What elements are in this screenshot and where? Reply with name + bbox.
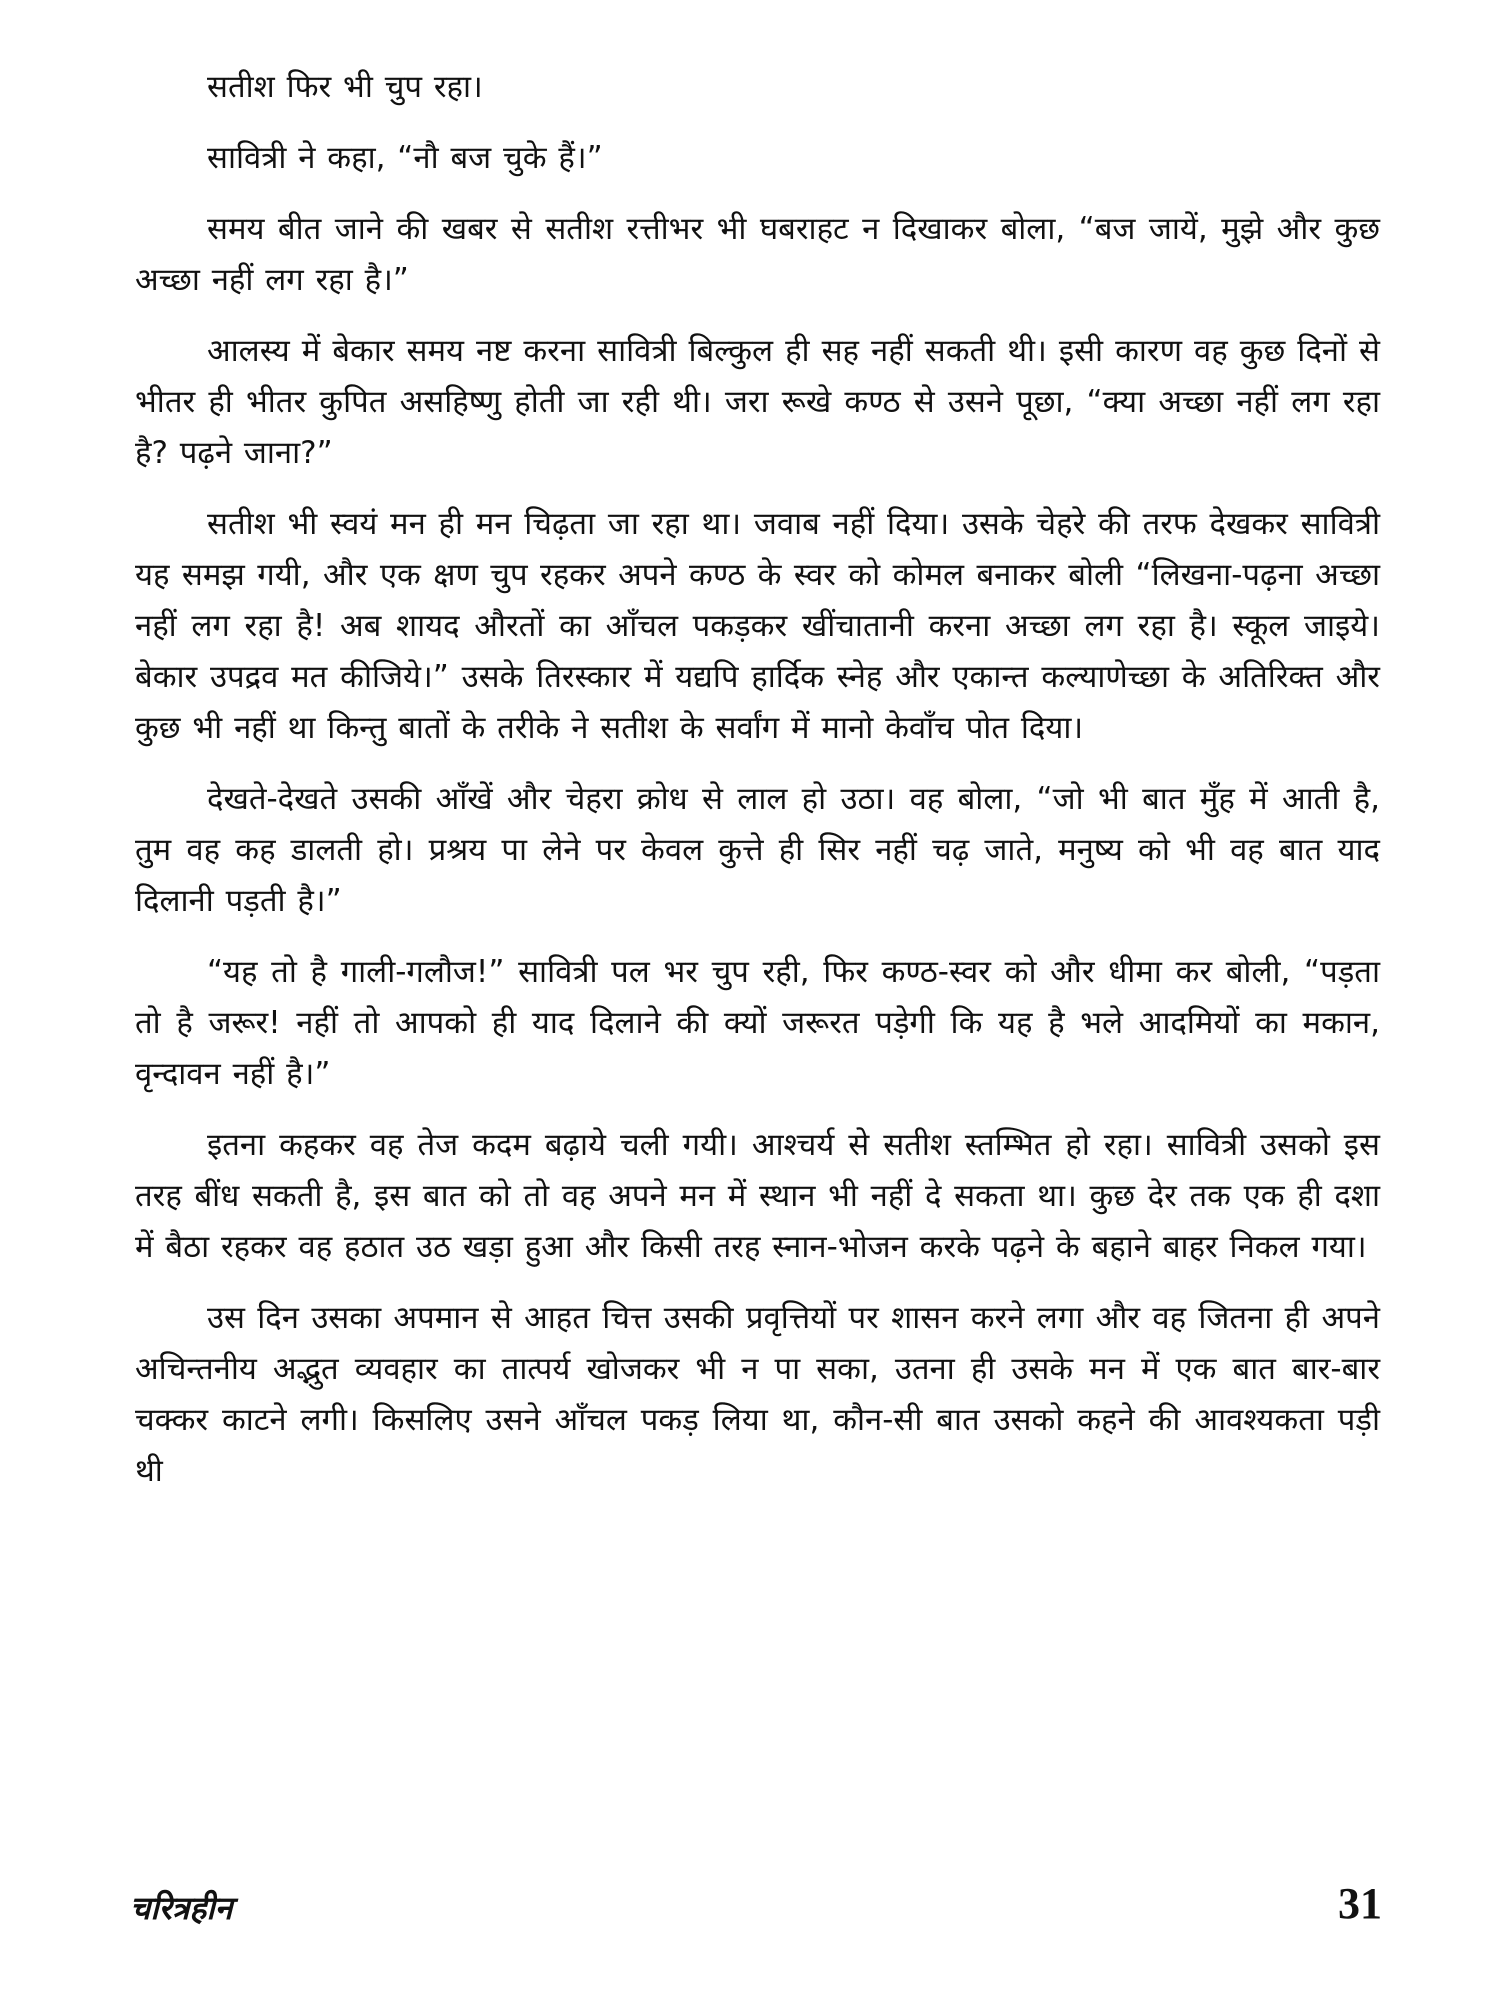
paragraph-6: देखते-देखते उसकी आँखें और चेहरा क्रोध से लाल हो उठा। वह बोला, “जो भी बात मुँह में आती है, तुम वह कह डालती हो। प्रश्रय पा लेने पर केवल कुत्ते ही सिर नहीं चढ़ जाते, मनुष्य को भी वह बात याद दिलानी पड़ती है।” — [135, 781, 1380, 919]
paragraph-9: उस दिन उसका अपमान से आहत चित्त उसकी प्रवृत्तियों पर शासन करने लगा और वह जितना ही अपने अचिन्तनीय अद्भुत व्यवहार का तात्पर्य खोजकर भी न पा सका, उतना ही उसके मन में एक बात बार-बार चक्कर काटने लगी। किसलिए उसने आँचल पकड़ लिया था, कौन-सी बात उसको कहने की आवश्यकता पड़ी थी — [135, 1300, 1380, 1489]
page-body — [135, 62, 1380, 1497]
paragraph-1: सतीश फिर भी चुप रहा। — [207, 69, 483, 105]
paragraph-3: समय बीत जाने की खबर से सतीश रत्तीभर भी घबराहट न दिखाकर बोला, “बज जायें, मुझे और कुछ अच्छा नहीं लग रहा है।” — [135, 211, 1380, 298]
page-number: 31 — [1338, 1879, 1382, 1928]
paragraph-7: “यह तो है गाली-गलौज!” सावित्री पल भर चुप रही, फिर कण्ठ-स्वर को और धीमा कर बोली, “पड़ता तो है जरूर! नहीं तो आपको ही याद दिलाने की क्यों जरूरत पड़ेगी कि यह है भले आदमियों का मकान, वृन्दावन नहीं है।” — [135, 954, 1380, 1092]
book-title-footer: चरित्रहीन — [130, 1889, 233, 1927]
paragraph-8: इतना कहकर वह तेज कदम बढ़ाये चली गयी। आश्चर्य से सतीश स्तम्भित हो रहा। सावित्री उसको इस तरह बींध सकती है, इस बात को तो वह अपने मन में स्थान भी नहीं दे सकता था। कुछ देर तक एक ही दशा में बैठा रहकर वह हठात उठ खड़ा हुआ और किसी तरह स्नान-भोजन करके पढ़ने के बहाने बाहर निकल गया। — [135, 1127, 1380, 1265]
paragraph-2: सावित्री ने कहा, “नौ बज चुके हैं।” — [207, 140, 603, 176]
paragraph-4: आलस्य में बेकार समय नष्ट करना सावित्री बिल्कुल ही सह नहीं सकती थी। इसी कारण वह कुछ दिनों से भीतर ही भीतर कुपित असहिष्णु होती जा रही थी। जरा रूखे कण्ठ से उसने पूछा, “क्या अच्छा नहीं लग रहा है? पढ़ने जाना?” — [135, 333, 1380, 471]
paragraph-5: सतीश भी स्वयं मन ही मन चिढ़ता जा रहा था। जवाब नहीं दिया। उसके चेहरे की तरफ देखकर सावित्री यह समझ गयी, और एक क्षण चुप रहकर अपने कण्ठ के स्वर को कोमल बनाकर बोली “लिखना-पढ़ना अच्छा नहीं लग रहा है! अब शायद औरतों का आँचल पकड़कर खींचातानी करना अच्छा लग रहा है। स्कूल जाइये। बेकार उपद्रव मत कीजिये।” उसके तिरस्कार में यद्यपि हार्दिक स्नेह और एकान्त कल्याणेच्छा के अतिरिक्त और कुछ भी नहीं था किन्तु बातों के तरीके ने सतीश के सर्वांग में मानो केवाँच पोत दिया। — [135, 506, 1380, 746]
